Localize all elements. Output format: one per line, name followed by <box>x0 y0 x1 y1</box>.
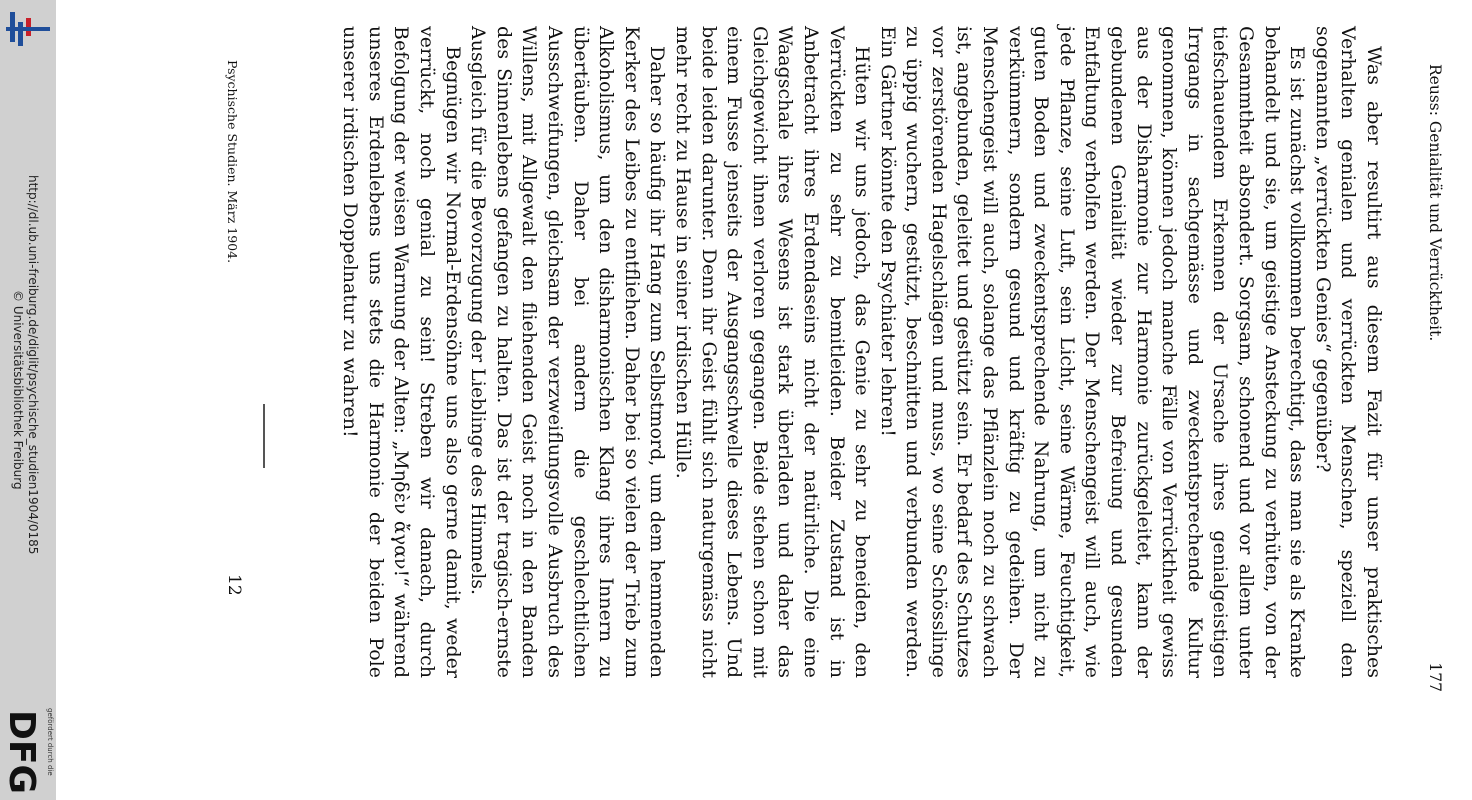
scanned-page <box>56 0 1472 800</box>
article-body <box>337 26 1386 678</box>
source-url[interactable]: http://dl.ub.uni-freiburg.de/diglit/psychische_studien1904/0185 <box>26 175 40 555</box>
copyright-notice: © Universitätsbibliothek Freiburg <box>11 290 25 490</box>
paragraph: Begnügen wir Normal-Erdensöhne uns also gerne damit, weder verrückt, noch genial zu sein! Streben wir danach, durch Befolgung der weisen Warnung der Alten: „Μηδὲν ἄγαν!“ während unseres Erdenlebens uns stets die Harmonie der beiden Pole unserer irdischen Doppelnatur zu wahren! <box>339 26 464 678</box>
university-library-logo <box>4 8 52 50</box>
paragraph: Daher so häufig ihr Hang zum Selbstmord, um dem hemmenden Kerker des Leibes zu entfliehen. Daher bei so vielen der Trieb zum Alkoholismus, um den disharmonischen Klang ihres Innern zu übertäuben. Daher bei andern die geschlechtlichen Ausschweifungen, gleichsam der verzweiflungsvolle Ausbruch des Willens, mit Allgewalt den fliehenden Geist noch in den Banden des Sinnenlebens gefangen zu halten. Das ist der tragisch-ernste Ausgleich für die Bevorzugung der Lieblinge des Himmels. <box>467 26 669 678</box>
journal-signature: Psychische Studien. März 1904. <box>225 60 240 264</box>
dfg-logo <box>1 708 42 795</box>
paragraph: Es ist zunächst vollkommen berechtigt, dass man sie als Kranke behandelt und sie, um geistige Ansteckung zu verhüten, von der Gesammtheit absondert. Sorgsam, schonend und vor allem unter tiefschauendem Erkennen der Ursache ihres genialgeistigen Irrgangs in sachgemässe und zweckentsprechende Kultur genommen, können jedoch manche Fälle von Verrücktheit gewiss aus der Disharmonie zur Harmonie zurückgeleitet, kann der gebundenen Genialität wieder zur Befreiung und gesunden Entfaltung verholfen werden. Der Menschengeist will auch, wie jede Pflanze, seine Luft, sein Licht, seine Wärme, Feuchtigkeit, guten Boden und zweckentsprechende Nahrung, um nicht zu verkümmern, sondern gesund und kräftig zu gedeihen. Der Menschengeist will auch, solange das Pflänzlein noch zu schwach ist, angebunden, geleitet und gestützt sein. Er bedarf des Schutzes vor zerstörenden Hagelschlägen und muss, wo seine Schösslinge zu üppig wuchern, gestützt, beschnitten und verbunden werden. Ein Gärtner könnte den Psychiater lehren! <box>876 26 1309 678</box>
paragraph: Was aber resultirt aus diesem Fazit für unser praktisches Verhalten genialen und verrückten Menschen, speziell den sogenannten „verrückten Genies“ gegenüber? <box>1311 26 1385 678</box>
sheet-number: 12 <box>224 574 244 596</box>
dfg-funding-note: gefördert durch die <box>46 708 54 776</box>
running-title: Reuss: Genialität und Verrücktheit. <box>1426 64 1444 342</box>
sidebar <box>0 0 56 800</box>
dfg-logo-text: DFG <box>1 710 42 795</box>
page-number: 177 <box>1426 662 1444 692</box>
paragraph: Hüten wir uns jedoch, das Genie zu sehr zu beneiden, den Verrückten zu sehr zu bemitleiden. Beider Zustand ist in Anbetracht ihres Erdendaseins nicht der natürliche. Die eine Waagschale ihres Wesens ist stark überladen und daher das Gleichgewicht ihnen verloren gegangen. Beide stehen schon mit einem Fusse jenseits der Ausgangsschwelle dieses Lebens. Und beide leiden darunter. Denn ihr Geist fühlt sich naturgemäss nicht mehr recht zu Hause in seiner irdischen Hülle. <box>671 26 874 678</box>
section-divider <box>263 404 265 468</box>
